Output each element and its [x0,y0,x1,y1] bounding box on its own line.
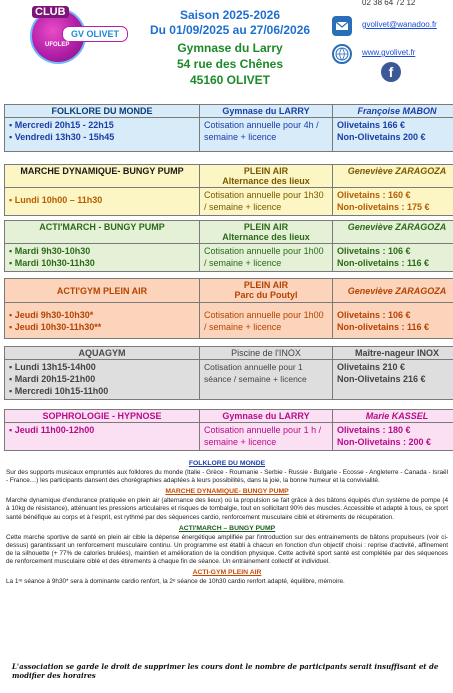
activity-subscription: Cotisation annuelle pour 1 h / semaine + licence [200,423,333,451]
gym-name: Gymnase du Larry [177,41,283,55]
activity-times [5,244,200,272]
activity-prices [333,423,453,451]
price-local: Olivetains : 160 € [337,190,411,200]
activity-title: SOPHROLOGIE - HYPNOSE [5,410,200,423]
activity-prices [333,188,453,216]
place-sub: Alternance des lieux [222,232,310,242]
activity-prices [333,118,453,152]
place-sub: Alternance des lieux [222,176,310,186]
logo-federation: UFOLEP [45,42,70,48]
activity-subscription: Cotisation annuelle pour 1h00 / semaine + licence [200,303,333,339]
activity-table-folklore [4,104,453,152]
activity-table-aquagym [4,346,453,400]
season-title: Saison 2025-2026 [179,8,281,22]
time-slot: ▪ Mercredi 10h15-11h00 [9,385,195,397]
price-nonlocal: Non-Olivetains : 200 € [337,437,432,447]
description-text: La 1ʳᵉ séance à 9h30* sera à dominante cardio renfort, la 2ᵉ séance de 10h30 cardio renfort adapté, équilibre, mémoire. [6,578,345,586]
activity-title: MARCHE DYNAMIQUE- BUNGY PUMP [5,165,200,188]
place-sub: Parc du Poutyl [234,290,298,300]
activity-table-marche [4,164,453,216]
season-block [140,8,320,38]
activity-leader: Geneviève ZARAGOZA [333,221,453,244]
phone-number: 02 38 64 72 12 [362,0,416,7]
time-slot: ▪ Mercredi 20h15 - 22h15 [9,119,195,131]
footer-note: L'association se garde le droit de supprimer les cours dont le nombre de participants serait insuffisant et de modifier des horaires [12,662,439,680]
activity-times [5,303,200,339]
time-slot: ▪ Jeudi 10h30-11h30** [9,321,195,333]
place-name: PLEIN AIR [243,222,289,232]
logo-club-name: GV OLIVET [62,26,128,42]
place-name: PLEIN AIR [243,280,289,290]
activity-title: ACTI'MARCH - BUNGY PUMP [5,221,200,244]
description-text: Cette marche sportive de santé en plein air cible la dépense énergétique amplifiée par l'introduction sur des entrainements de bâtons propulseurs (voir ci-dessus) garantissant un renforcement musculaire continu. Un programme est établi à chacun en fonction d'un objectif choisi : reprise d'activité, affinement de la silhouette (+ 77% de calories brulées), maintien et amélioration de la condition physique. Cette activité sport santé est complétée par des séquences de renforcement musculaire ciblé et des étirements à chaque fin de séance. Un entrainement collectif et individuel. [6,533,448,566]
activity-times [5,118,200,152]
description-heading: MARCHE DYNAMIQUE- BUNGY PUMP [165,488,289,496]
time-slot: ▪ Mardi 9h30-10h30 [9,245,195,257]
activity-title: AQUAGYM [5,347,200,360]
activity-place [200,165,333,188]
activity-leader: Geneviève ZARAGOZA [333,165,453,188]
logo-club-label: CLUB [32,6,69,18]
price-local: Olivetains : 106 € [337,246,411,256]
description-heading: FOLKLORE DU MONDE [188,460,266,467]
activity-subscription: Cotisation annuelle pour 1h30 / semaine + licence [200,188,333,216]
header [0,0,453,98]
gym-city: 45160 OLIVET [189,73,271,87]
time-slot: ▪ Jeudi 11h00-12h00 [9,424,195,436]
club-logo [22,4,122,64]
price-local: Olivetains : 180 € [337,425,411,435]
activity-title: ACTI'GYM PLEIN AIR [5,279,200,303]
activity-subscription: Cotisation annuelle pour 4h / semaine + licence [200,118,333,152]
activity-leader: Marie KASSEL [333,410,453,423]
activity-table-sophrologie [4,409,453,451]
price-nonlocal: Non-olivetains : 116 € [337,258,430,268]
website-link[interactable]: www.gvolivet.fr [362,48,416,57]
activity-subscription: Cotisation annuelle pour 1 séance / semaine + licence [200,360,333,400]
activity-times [5,360,200,400]
time-slot: ▪ Mardi 10h30-11h30 [9,257,195,269]
price-local: Olivetains 166 € [337,120,406,130]
time-slot: ▪ Lundi 13h15-14h00 [9,361,195,373]
season-dates: Du 01/09/2025 au 27/06/2026 [149,23,311,37]
activity-times [5,423,200,451]
price-nonlocal: Non-olivetains : 175 € [337,202,430,212]
activity-descriptions [6,457,448,586]
price-nonlocal: Non-olivetains : 116 € [337,322,430,332]
description-text: Marche dynamique d'endurance pratiquée en plein air (alternance des lieux) où la propulsion se fait grâce à des bâtons équipés d'un système de pompe (4 à 10kg de résistance), atténuant les pressions articulaires et risques de tombalgie, tout en sollicitant 90% des muscles. Accessible et adapté à tous, ce sport santé bénéfique au corps et à l'esprit, est rythmé par des séquences cardio, renforcement musculaire ciblé et étirements de récupération. [6,497,448,521]
time-slot: ▪ Jeudi 9h30-10h30* [9,309,195,321]
price-nonlocal: Non-Olivetains 216 € [337,374,426,384]
place-name: PLEIN AIR [243,166,289,176]
activity-place [200,279,333,303]
activity-table-actimarch [4,220,453,272]
price-nonlocal: Non-Olivetains 200 € [337,132,426,142]
email-icon[interactable] [332,16,352,36]
gym-street: 54 rue des Chênes [176,57,284,71]
activity-table-actigym [4,278,453,339]
activity-title: FOLKLORE DU MONDE [5,105,200,118]
time-slot: ▪ Vendredi 13h30 - 15h45 [9,131,195,143]
description-heading: ACTI-GYM PLEIN AIR [192,569,262,577]
price-local: Olivetains : 106 € [337,310,411,320]
activity-leader: Françoise MABON [333,105,453,118]
activity-place: Gymnase du LARRY [200,410,333,423]
activity-subscription: Cotisation annuelle pour 1h00 / semaine + licence [200,244,333,272]
price-local: Olivetains 210 € [337,362,406,372]
activity-times [5,188,200,216]
email-link[interactable]: gvolivet@wanadoo.fr [362,20,437,29]
time-slot: ▪ Lundi 10h00 – 11h30 [9,194,195,206]
activity-place: Gymnase du LARRY [200,105,333,118]
activity-leader: Maître-nageur INOX [333,347,453,360]
globe-icon[interactable] [332,44,352,64]
activity-prices [333,360,453,400]
description-heading: ACTI'MARCH – BUNGY PUMP [178,524,276,532]
activity-place [200,221,333,244]
activity-place: Piscine de l'INOX [200,347,333,360]
facebook-icon[interactable]: f [381,62,401,82]
gym-address [140,40,320,88]
time-slot: ▪ Mardi 20h15-21h00 [9,373,195,385]
activity-prices [333,244,453,272]
activity-prices [333,303,453,339]
description-text: Sur des supports musicaux empruntés aux folklores du monde (Italie - Grèce - Roumanie - Serbie - Russie - Bulgarie - Ecosse - Angleterre - Canada - Israël - France…) les participants dansent des chorégraphies adaptées à leurs possibilités, dans la joie, la bonne humeur et la convivialité. [6,469,448,485]
activity-leader: Geneviève ZARAGOZA [333,279,453,303]
